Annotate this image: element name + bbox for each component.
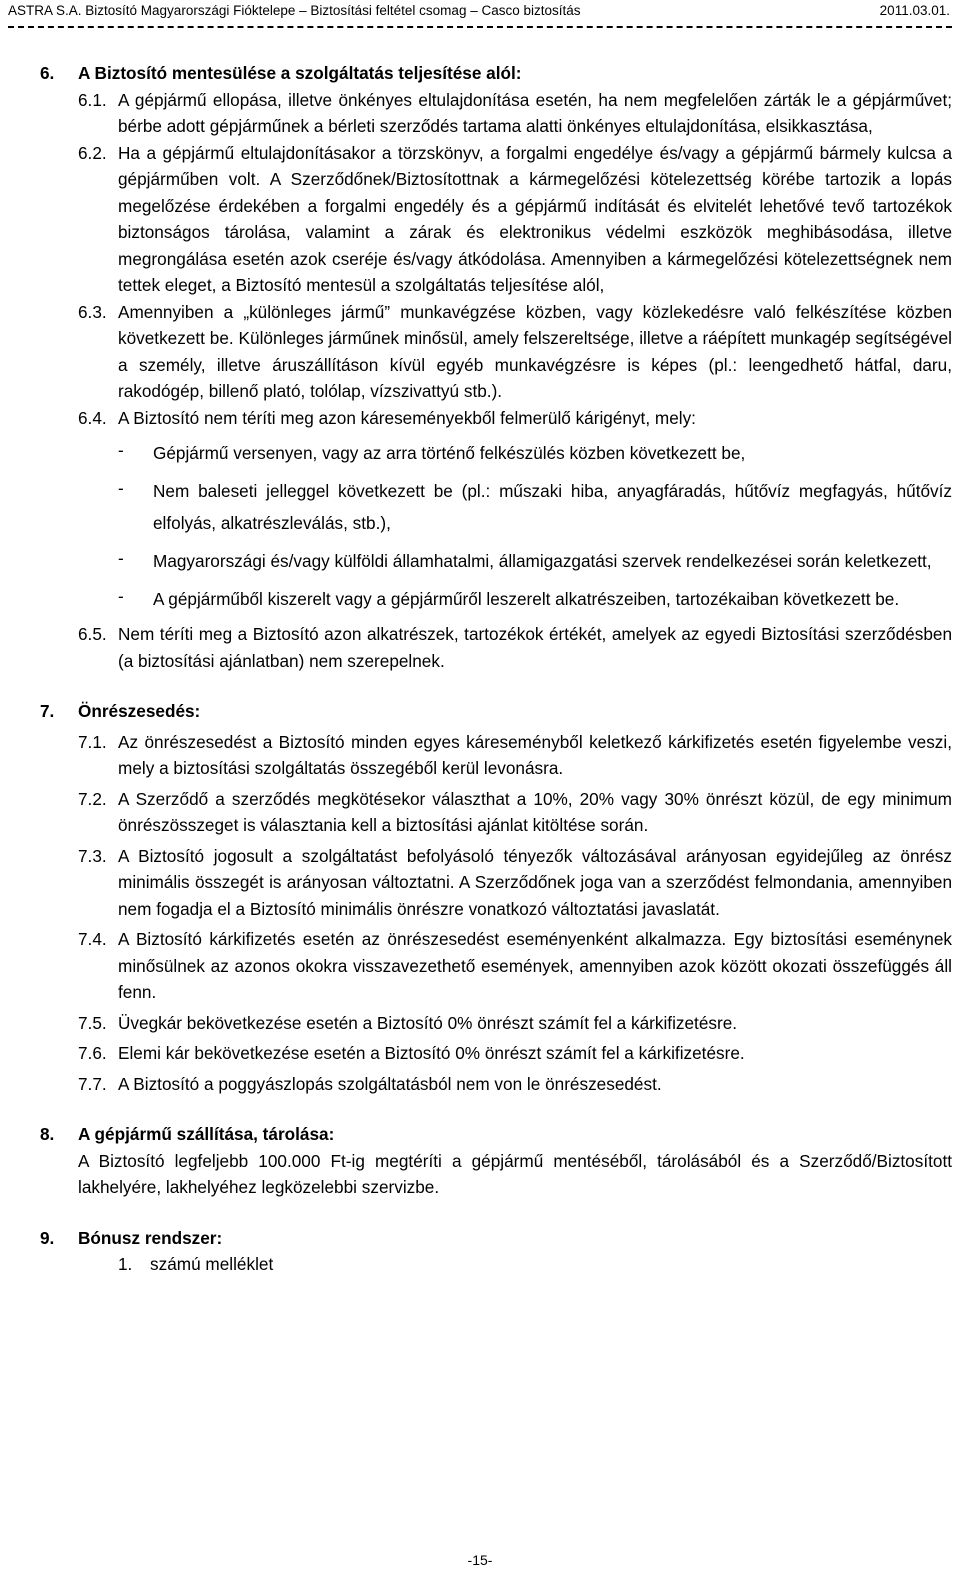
page-header: [0, 0, 960, 24]
section-6-title: [40, 60, 952, 87]
clause-number: 7.7.: [78, 1073, 107, 1094]
clause-text: Ha a gépjármű eltulajdonításakor a törzskönyv, a forgalmi engedélye és/vagy a gépjármű bármely kulcsa a gépjárműben volt. A Szerződőnek/Biztosítottnak a kármegelőzési kötelezettség körébe tartozik a lopás megelőzése érdekében a forgalmi engedély és a gépjármű indítását és elvitelét lehetővé tevő tartozékok biztonságos tárolása, valamint a zárak és elektronikus védelmi eszközök meghibásodása, illetve megrongálása esetén azok cseréje és/vagy átkódolása. Amennyiben a kármegelőzési kötelezettségnek nem tettek eleget, a Biztosító mentesül a szolgáltatás teljesítése alól,: [118, 142, 952, 295]
clause-7-4: [78, 926, 952, 1006]
section-number: 7.: [40, 701, 55, 721]
clause-number: 7.6.: [78, 1043, 107, 1063]
clause-6-1: [78, 87, 952, 140]
section-heading: A Biztosító mentesülése a szolgáltatás teljesítése alól:: [78, 63, 522, 83]
bullet-item: [118, 475, 952, 539]
clause-text: Amennyiben a „különleges jármű” munkavégzése közben, vagy közlekedésre való felkészítése közben következett be. Különleges járműnek minősül, amely felszereltsége, illetve a ráépített munkagép segítségével a személy, illetve áruszállításon kívül egyéb munkavégzésre is képes (pl.: leengedhető hátfal, daru, rakodógép, billenő plató, tolólap, vízszivattyú stb.).: [118, 301, 952, 401]
clause-text: Az önrészesedést a Biztosító minden egyes káreseményből keletkező kárkifizetés esetén figyelembe veszi, mely a biztosítási szolgáltatás összegéből kerül levonásra.: [118, 731, 952, 778]
section-9-item: [118, 1251, 952, 1278]
section-8: [40, 1121, 952, 1201]
clause-6-3: [78, 299, 952, 405]
clause-number: 7.4.: [78, 929, 107, 949]
bullet-text: Nem baleseti jelleggel következett be (pl.: műszaki hiba, anyagfáradás, hűtővíz megfagyás, hűtővíz elfolyás, alkatrészleválás, stb.),: [153, 481, 952, 533]
section-heading: Bónusz rendszer:: [78, 1227, 223, 1248]
section-number: 9.: [40, 1227, 55, 1248]
section-7-title: [40, 698, 952, 725]
clause-text: A Biztosító jogosult a szolgáltatást befolyásoló tényezők változásával arányosan egyidejűleg az önrész minimális összegét is arányosan változtatni. A Szerződőnek joga van a szerződést felmondania, amennyiben nem fogadja el a Biztosító minimális önrészre vonatkozó változtatási javaslatát.: [118, 845, 952, 919]
header-title: ASTRA S.A. Biztosító Magyarországi Fióktelepe – Biztosítási feltétel csomag – Casco biztosítás: [8, 3, 581, 18]
section-6: [40, 60, 952, 674]
header-date: 2011.03.01.: [879, 3, 950, 18]
clause-number: 6.2.: [78, 142, 107, 163]
clause-7-1: [78, 729, 952, 782]
clause-text: A Biztosító kárkifizetés esetén az önrészesedést eseményenként alkalmazza. Egy biztosítási eseménynek minősülnek az azonos okokra visszavezethető események, amennyiben azok között okozati összefüggés áll fenn.: [118, 929, 952, 1002]
clause-text: A Szerződő a szerződés megkötésekor választhat a 10%, 20% vagy 30% önrészt közül, de egy minimum önrészösszeget is választania kell a biztosítási ajánlat kitöltése során.: [118, 788, 952, 835]
section-7: [40, 698, 952, 1097]
bullet-dash: -: [118, 586, 124, 606]
page-number: -15-: [467, 1552, 493, 1568]
list-number: 1.: [118, 1254, 133, 1274]
bullet-text: Magyarországi és/vagy külföldi államhatalmi, államigazgatási szervek rendelkezései során keletkezett,: [153, 551, 932, 571]
clause-6-4: [78, 405, 952, 432]
clause-text: Elemi kár bekövetkezése esetén a Biztosító 0% önrészt számít fel a kárkifizetésre.: [118, 1043, 745, 1063]
bullet-item: [118, 545, 952, 577]
clause-number: 6.5.: [78, 624, 107, 644]
clause-number: 6.3.: [78, 301, 107, 322]
bullet-item: [118, 437, 952, 469]
clause-number: 6.4.: [78, 407, 107, 428]
clause-7-5: [78, 1010, 952, 1037]
section-9-title: [40, 1225, 952, 1252]
clause-text: Nem téríti meg a Biztosító azon alkatrészek, tartozékok értékét, amelyek az egyedi Biztosítási szerződésben (a biztosítási ajánlatban) nem szerepelnek.: [118, 624, 952, 671]
clause-text: Üvegkár bekövetkezése esetén a Biztosító 0% önrészt számít fel a kárkifizetésre.: [118, 1012, 738, 1033]
bullet-dash: -: [118, 440, 124, 460]
clause-7-7: [78, 1071, 952, 1098]
section-number: 8.: [40, 1124, 55, 1144]
document-body: [40, 60, 952, 1302]
clause-text: A Biztosító nem téríti meg azon káreseményekből felmerülő kárigényt, mely:: [118, 407, 696, 428]
section-8-text: A Biztosító legfeljebb 100.000 Ft-ig megtéríti a gépjármű mentéséből, tárolásából és a Szerződő/Biztosított lakhelyére, lakhelyéhez legközelebbi szervizbe.: [78, 1150, 952, 1197]
bullet-text: A gépjárműből kiszerelt vagy a gépjárműről leszerelt alkatrészeiben, tartozékaiban következett be.: [153, 589, 900, 609]
clause-7-3: [78, 843, 952, 923]
section-heading: Önrészesedés:: [78, 701, 201, 721]
clause-text: A gépjármű ellopása, illetve önkényes eltulajdonítása esetén, ha nem megfelelően zárták le a gépjárművet; bérbe adott gépjárműnek a bérleti szerződés tartama alatti önkényes eltulajdonítása, elsikkasztása,: [118, 89, 952, 136]
clause-6-2: [78, 140, 952, 299]
bullet-text: Gépjármű versenyen, vagy az arra történő felkészülés közben következett be,: [153, 443, 746, 463]
clause-number: 7.3.: [78, 845, 107, 866]
bullet-item: [118, 583, 952, 615]
header-divider: [8, 26, 952, 28]
clause-number: 7.2.: [78, 788, 107, 809]
clause-7-2: [78, 786, 952, 839]
bullet-dash: -: [118, 478, 124, 498]
section-8-title: [40, 1121, 952, 1148]
section-number: 6.: [40, 63, 55, 83]
clause-7-6: [78, 1040, 952, 1067]
list-text: számú melléklet: [150, 1254, 274, 1274]
section-9: [40, 1225, 952, 1278]
clause-number: 6.1.: [78, 89, 107, 110]
section-heading: A gépjármű szállítása, tárolása:: [78, 1124, 335, 1144]
clause-text: A Biztosító a poggyászlopás szolgáltatásból nem von le önrészesedést.: [118, 1073, 662, 1094]
clause-number: 7.1.: [78, 731, 107, 752]
bullet-dash: -: [118, 548, 124, 568]
clause-number: 7.5.: [78, 1012, 107, 1033]
clause-6-5: [78, 621, 952, 674]
